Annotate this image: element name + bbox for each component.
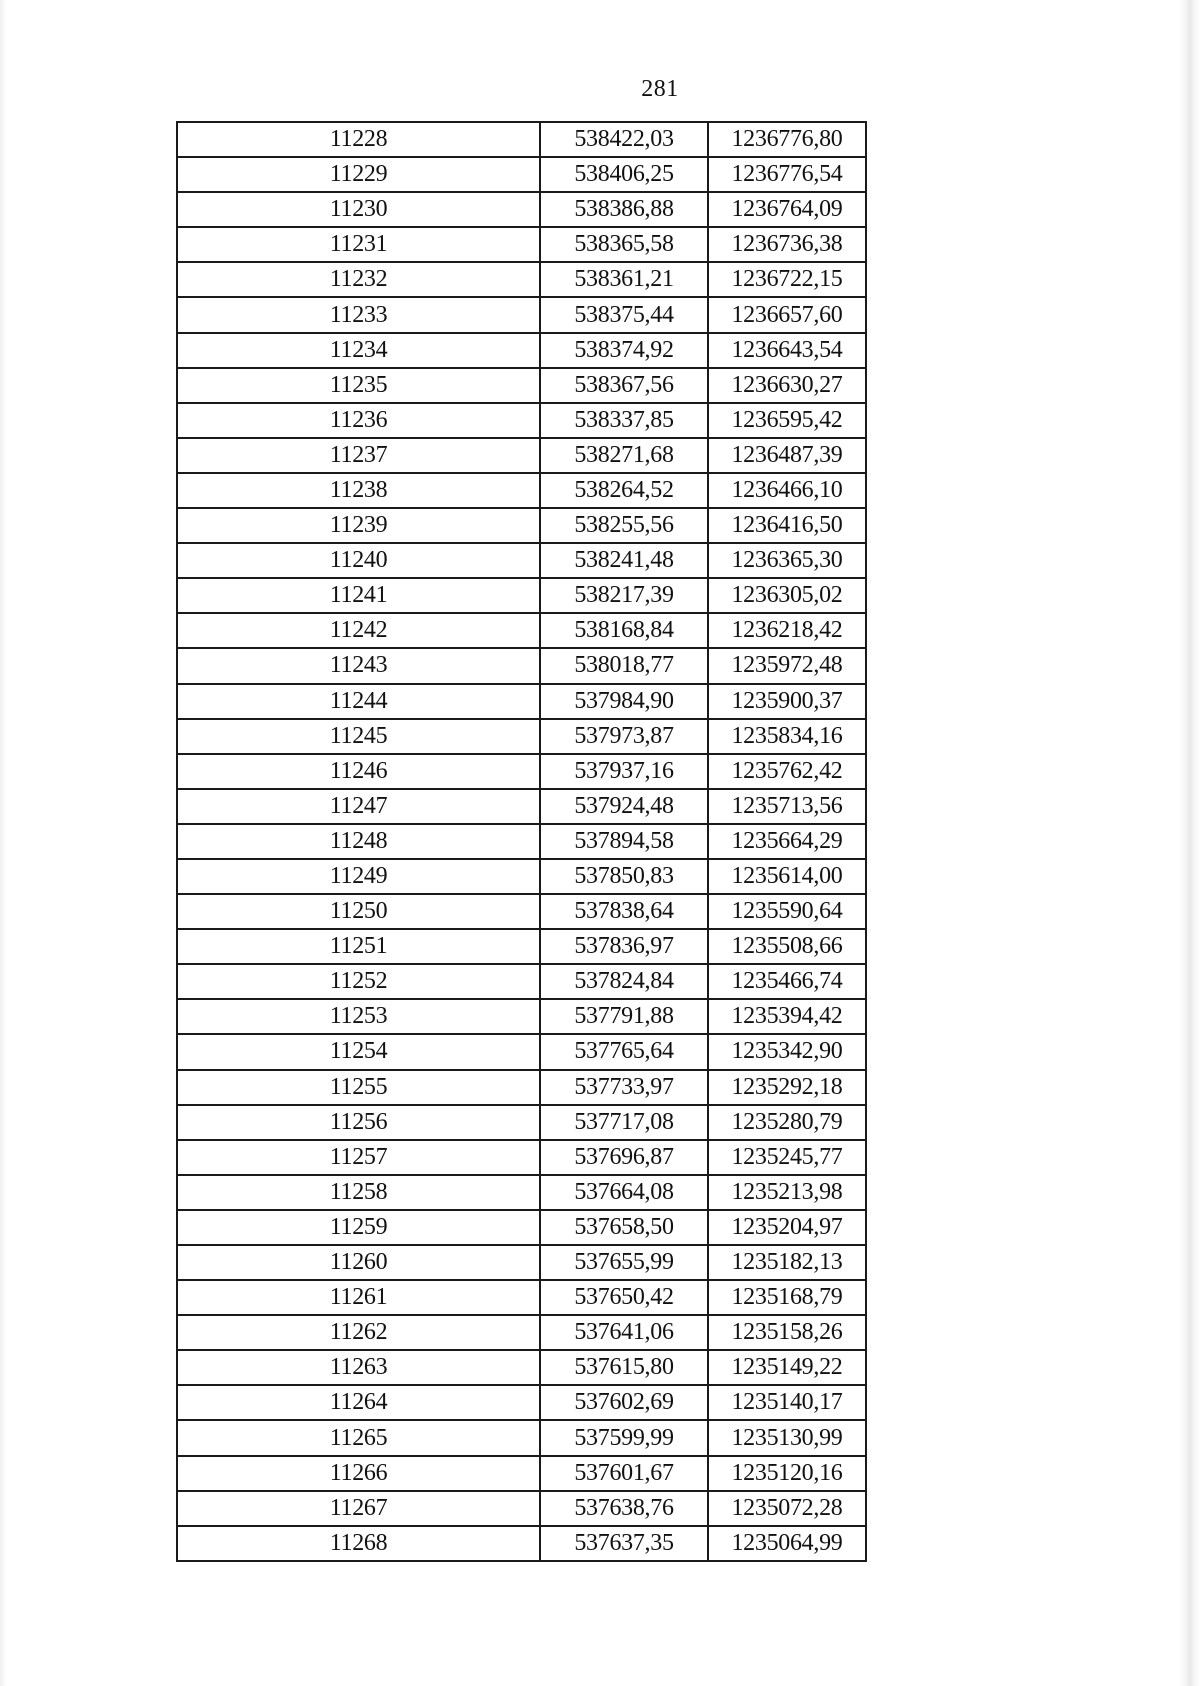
- x-coordinate-cell: 537602,69: [540, 1385, 708, 1420]
- x-coordinate-cell: 537973,87: [540, 719, 708, 754]
- point-number-cell: 11266: [177, 1456, 540, 1491]
- x-coordinate-cell: 537650,42: [540, 1280, 708, 1315]
- y-coordinate-cell: 1236416,50: [708, 508, 866, 543]
- table-row: [177, 648, 866, 683]
- y-coordinate-cell: 1235204,97: [708, 1210, 866, 1245]
- y-coordinate-cell: 1236218,42: [708, 613, 866, 648]
- x-coordinate-cell: 538365,58: [540, 227, 708, 262]
- y-coordinate-cell: 1235168,79: [708, 1280, 866, 1315]
- table-row: [177, 578, 866, 613]
- point-number-cell: 11262: [177, 1315, 540, 1350]
- scan-edge-left: [0, 0, 6, 1686]
- y-coordinate-cell: 1235292,18: [708, 1070, 866, 1105]
- y-coordinate-cell: 1235508,66: [708, 929, 866, 964]
- coordinates-table: [176, 121, 867, 1562]
- point-number-cell: 11253: [177, 999, 540, 1034]
- table-row: [177, 1385, 866, 1420]
- table-row: [177, 1350, 866, 1385]
- coordinates-table-body: [177, 122, 866, 1561]
- table-row: [177, 333, 866, 368]
- table-row: [177, 929, 866, 964]
- x-coordinate-cell: 538217,39: [540, 578, 708, 613]
- scan-edge-right: [1178, 0, 1200, 1686]
- point-number-cell: 11235: [177, 368, 540, 403]
- point-number-cell: 11229: [177, 157, 540, 192]
- table-row: [177, 403, 866, 438]
- table-row: [177, 157, 866, 192]
- x-coordinate-cell: 537601,67: [540, 1456, 708, 1491]
- table-row: [177, 368, 866, 403]
- x-coordinate-cell: 537791,88: [540, 999, 708, 1034]
- point-number-cell: 11249: [177, 859, 540, 894]
- y-coordinate-cell: 1236305,02: [708, 578, 866, 613]
- point-number-cell: 11255: [177, 1070, 540, 1105]
- y-coordinate-cell: 1235590,64: [708, 894, 866, 929]
- x-coordinate-cell: 537717,08: [540, 1105, 708, 1140]
- x-coordinate-cell: 538018,77: [540, 648, 708, 683]
- y-coordinate-cell: 1235394,42: [708, 999, 866, 1034]
- y-coordinate-cell: 1235140,17: [708, 1385, 866, 1420]
- table-row: [177, 192, 866, 227]
- point-number-cell: 11248: [177, 824, 540, 859]
- y-coordinate-cell: 1236776,54: [708, 157, 866, 192]
- point-number-cell: 11254: [177, 1034, 540, 1069]
- y-coordinate-cell: 1236776,80: [708, 122, 866, 157]
- x-coordinate-cell: 537641,06: [540, 1315, 708, 1350]
- table-row: [177, 438, 866, 473]
- point-number-cell: 11244: [177, 684, 540, 719]
- x-coordinate-cell: 537638,76: [540, 1491, 708, 1526]
- x-coordinate-cell: 537836,97: [540, 929, 708, 964]
- y-coordinate-cell: 1235213,98: [708, 1175, 866, 1210]
- point-number-cell: 11261: [177, 1280, 540, 1315]
- point-number-cell: 11265: [177, 1420, 540, 1455]
- point-number-cell: 11260: [177, 1245, 540, 1280]
- y-coordinate-cell: 1235900,37: [708, 684, 866, 719]
- y-coordinate-cell: 1236466,10: [708, 473, 866, 508]
- table-row: [177, 1175, 866, 1210]
- table-row: [177, 473, 866, 508]
- y-coordinate-cell: 1235130,99: [708, 1420, 866, 1455]
- y-coordinate-cell: 1235064,99: [708, 1526, 866, 1561]
- table-row: [177, 262, 866, 297]
- x-coordinate-cell: 537765,64: [540, 1034, 708, 1069]
- x-coordinate-cell: 538361,21: [540, 262, 708, 297]
- x-coordinate-cell: 538386,88: [540, 192, 708, 227]
- x-coordinate-cell: 538422,03: [540, 122, 708, 157]
- x-coordinate-cell: 538271,68: [540, 438, 708, 473]
- table-row: [177, 684, 866, 719]
- table-row: [177, 859, 866, 894]
- point-number-cell: 11230: [177, 192, 540, 227]
- table-row: [177, 789, 866, 824]
- point-number-cell: 11241: [177, 578, 540, 613]
- x-coordinate-cell: 537733,97: [540, 1070, 708, 1105]
- x-coordinate-cell: 538168,84: [540, 613, 708, 648]
- y-coordinate-cell: 1236722,15: [708, 262, 866, 297]
- table-row: [177, 297, 866, 332]
- x-coordinate-cell: 537658,50: [540, 1210, 708, 1245]
- x-coordinate-cell: 537824,84: [540, 964, 708, 999]
- point-number-cell: 11240: [177, 543, 540, 578]
- y-coordinate-cell: 1235072,28: [708, 1491, 866, 1526]
- point-number-cell: 11239: [177, 508, 540, 543]
- y-coordinate-cell: 1235834,16: [708, 719, 866, 754]
- y-coordinate-cell: 1236630,27: [708, 368, 866, 403]
- point-number-cell: 11264: [177, 1385, 540, 1420]
- table-row: [177, 894, 866, 929]
- y-coordinate-cell: 1235280,79: [708, 1105, 866, 1140]
- x-coordinate-cell: 538406,25: [540, 157, 708, 192]
- x-coordinate-cell: 537655,99: [540, 1245, 708, 1280]
- x-coordinate-cell: 538337,85: [540, 403, 708, 438]
- table-row: [177, 122, 866, 157]
- y-coordinate-cell: 1235664,29: [708, 824, 866, 859]
- point-number-cell: 11232: [177, 262, 540, 297]
- x-coordinate-cell: 537894,58: [540, 824, 708, 859]
- point-number-cell: 11243: [177, 648, 540, 683]
- x-coordinate-cell: 538375,44: [540, 297, 708, 332]
- y-coordinate-cell: 1235158,26: [708, 1315, 866, 1350]
- y-coordinate-cell: 1236595,42: [708, 403, 866, 438]
- table-row: [177, 719, 866, 754]
- x-coordinate-cell: 537937,16: [540, 754, 708, 789]
- point-number-cell: 11246: [177, 754, 540, 789]
- y-coordinate-cell: 1236643,54: [708, 333, 866, 368]
- table-row: [177, 824, 866, 859]
- table-row: [177, 1280, 866, 1315]
- point-number-cell: 11238: [177, 473, 540, 508]
- y-coordinate-cell: 1236764,09: [708, 192, 866, 227]
- point-number-cell: 11237: [177, 438, 540, 473]
- table-row: [177, 1245, 866, 1280]
- y-coordinate-cell: 1235120,16: [708, 1456, 866, 1491]
- point-number-cell: 11263: [177, 1350, 540, 1385]
- table-row: [177, 1456, 866, 1491]
- point-number-cell: 11245: [177, 719, 540, 754]
- point-number-cell: 11228: [177, 122, 540, 157]
- point-number-cell: 11267: [177, 1491, 540, 1526]
- point-number-cell: 11259: [177, 1210, 540, 1245]
- table-row: [177, 999, 866, 1034]
- y-coordinate-cell: 1236736,38: [708, 227, 866, 262]
- table-row: [177, 1140, 866, 1175]
- table-row: [177, 1526, 866, 1561]
- x-coordinate-cell: 537924,48: [540, 789, 708, 824]
- y-coordinate-cell: 1235713,56: [708, 789, 866, 824]
- x-coordinate-cell: 538264,52: [540, 473, 708, 508]
- table-row: [177, 543, 866, 578]
- x-coordinate-cell: 538367,56: [540, 368, 708, 403]
- y-coordinate-cell: 1236365,30: [708, 543, 866, 578]
- y-coordinate-cell: 1235762,42: [708, 754, 866, 789]
- table-row: [177, 964, 866, 999]
- table-row: [177, 1315, 866, 1350]
- table-row: [177, 508, 866, 543]
- point-number-cell: 11268: [177, 1526, 540, 1561]
- x-coordinate-cell: 537664,08: [540, 1175, 708, 1210]
- point-number-cell: 11252: [177, 964, 540, 999]
- point-number-cell: 11258: [177, 1175, 540, 1210]
- x-coordinate-cell: 537637,35: [540, 1526, 708, 1561]
- x-coordinate-cell: 537599,99: [540, 1420, 708, 1455]
- point-number-cell: 11251: [177, 929, 540, 964]
- x-coordinate-cell: 538255,56: [540, 508, 708, 543]
- y-coordinate-cell: 1236657,60: [708, 297, 866, 332]
- point-number-cell: 11247: [177, 789, 540, 824]
- point-number-cell: 11236: [177, 403, 540, 438]
- table-row: [177, 227, 866, 262]
- y-coordinate-cell: 1235972,48: [708, 648, 866, 683]
- table-row: [177, 1105, 866, 1140]
- table-row: [177, 1034, 866, 1069]
- y-coordinate-cell: 1235149,22: [708, 1350, 866, 1385]
- x-coordinate-cell: 537850,83: [540, 859, 708, 894]
- x-coordinate-cell: 537696,87: [540, 1140, 708, 1175]
- table-row: [177, 1210, 866, 1245]
- table-row: [177, 613, 866, 648]
- y-coordinate-cell: 1235182,13: [708, 1245, 866, 1280]
- x-coordinate-cell: 538241,48: [540, 543, 708, 578]
- table-row: [177, 1491, 866, 1526]
- y-coordinate-cell: 1235342,90: [708, 1034, 866, 1069]
- point-number-cell: 11234: [177, 333, 540, 368]
- point-number-cell: 11242: [177, 613, 540, 648]
- point-number-cell: 11233: [177, 297, 540, 332]
- x-coordinate-cell: 537984,90: [540, 684, 708, 719]
- point-number-cell: 11250: [177, 894, 540, 929]
- table-row: [177, 1420, 866, 1455]
- y-coordinate-cell: 1235245,77: [708, 1140, 866, 1175]
- table-row: [177, 754, 866, 789]
- x-coordinate-cell: 537615,80: [540, 1350, 708, 1385]
- table-row: [177, 1070, 866, 1105]
- x-coordinate-cell: 538374,92: [540, 333, 708, 368]
- y-coordinate-cell: 1235466,74: [708, 964, 866, 999]
- point-number-cell: 11257: [177, 1140, 540, 1175]
- point-number-cell: 11256: [177, 1105, 540, 1140]
- x-coordinate-cell: 537838,64: [540, 894, 708, 929]
- point-number-cell: 11231: [177, 227, 540, 262]
- y-coordinate-cell: 1236487,39: [708, 438, 866, 473]
- y-coordinate-cell: 1235614,00: [708, 859, 866, 894]
- page-number: 281: [641, 76, 679, 102]
